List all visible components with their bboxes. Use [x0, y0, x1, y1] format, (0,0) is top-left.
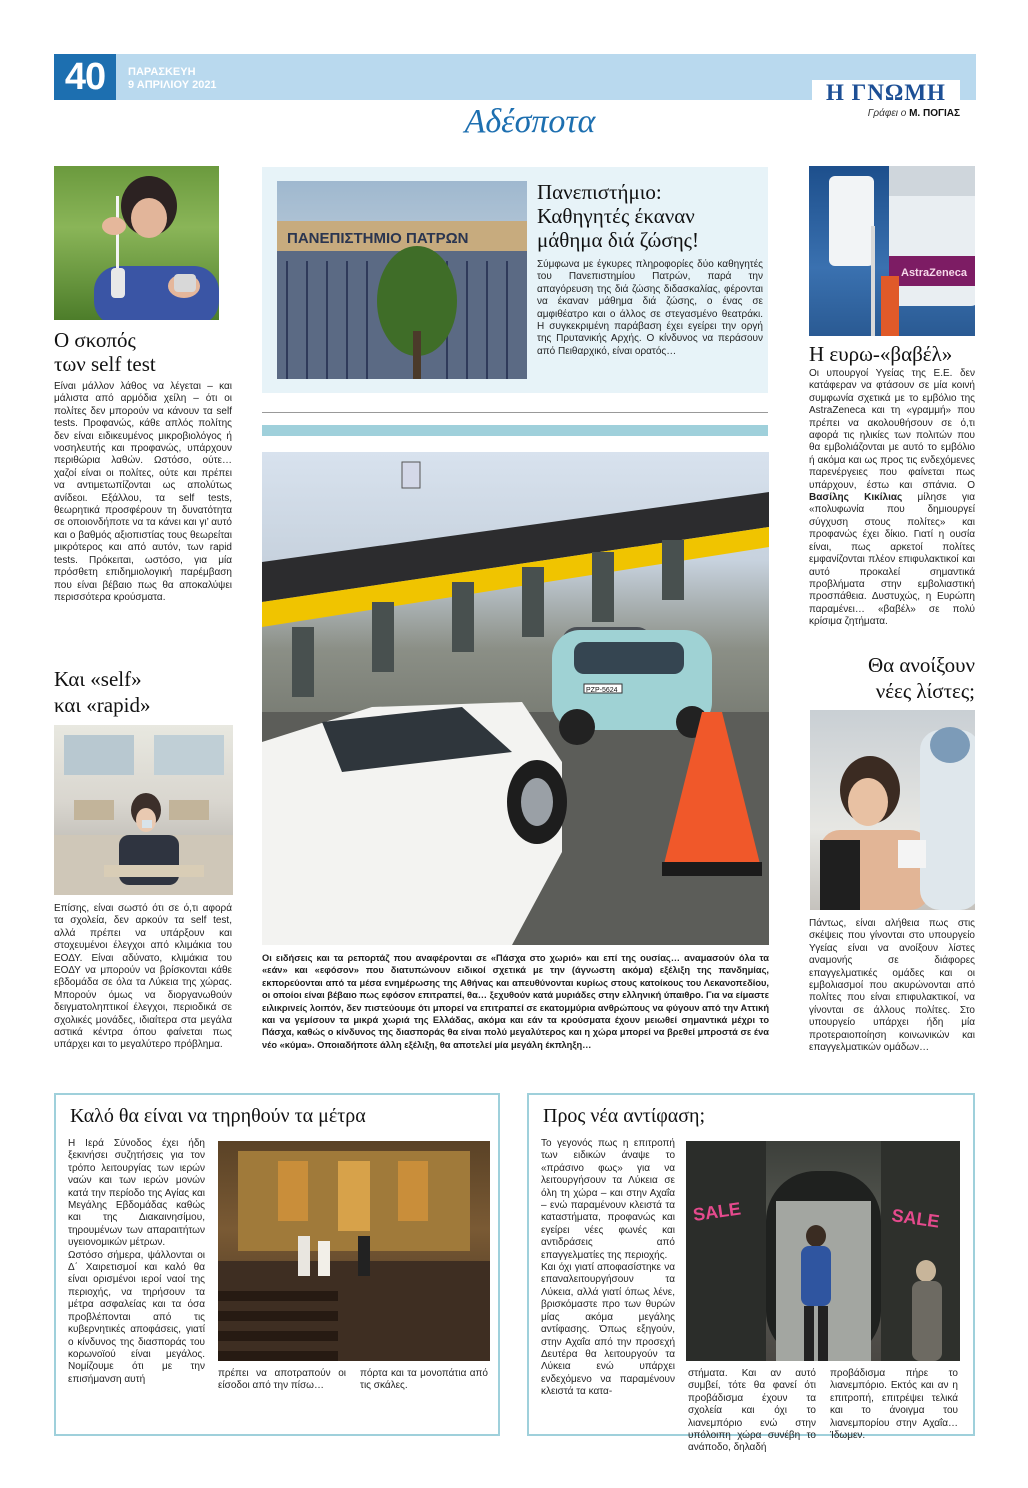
vaccination-illustration	[810, 710, 975, 910]
eurobabel-headline: Η ευρω-«βαβέλ»	[809, 342, 953, 366]
university-headline-line2: Καθηγητές έκαναν	[537, 204, 695, 228]
dateline	[128, 66, 217, 92]
university-sign-text: ΠΑΝΕΠΙΣΤΗΜΙΟ ΠΑΤΡΩΝ	[287, 230, 469, 247]
church-interior-photo	[218, 1141, 490, 1361]
self-rapid-headline	[54, 666, 224, 718]
section-title: Αδέσποτα	[420, 102, 640, 142]
page-number: 40	[54, 54, 116, 100]
university-body: Σύμφωνα με έγκυρες πληροφορίες δύο καθηγητές του Πανεπιστημίου Πατρών, παρά την απαγόρευση της διά ζώσης διδασκαλίας, φέρονται να έκαναν μάθημα διά ζώσης, ο ένας σε αμφιθέατρο και ο άλλος σε στεγασμένο θεατράκι. Η συγκεκριμένη παράβαση έχει εγείρει την οργή της Πρυτανικής Αρχής. Ο κίνδυνος να περάσουν από Πειθαρχικό, είναι ορατός…	[537, 259, 763, 357]
classroom-illustration	[54, 725, 233, 895]
toll-station-photo	[262, 452, 769, 945]
retail-headline: Προς νέα αντίφαση;	[543, 1105, 706, 1127]
newspaper-logo: Η ΓΝΩΜΗ	[826, 80, 946, 105]
church-body-col2: πρέπει να αποτραπούν οι είσοδοι από την πίσω…	[218, 1368, 346, 1392]
university-headline-line3: μάθημα διά ζώσης!	[537, 228, 699, 252]
self-test-headline	[54, 328, 224, 376]
vaccine-illustration	[809, 166, 975, 336]
new-lists-headline-line2: νέες λίστες;	[875, 679, 975, 703]
university-photo	[277, 181, 527, 379]
byline-prefix: Γράφει ο	[867, 108, 907, 119]
university-headline	[537, 180, 763, 252]
retail-body-col1-p2: Και όχι γιατί αποφασίστηκε να επαναλειτουργήσουν τα Λύκεια, αλλά γιατί όπως λένε, βρισκόμαστε προ των θυρών μίας ακόμα μεγάλης αντίφασης. Όπως εξηγούν, στην Αχαΐα από την προσεχή Δευτέρα θα λειτουργούν τα Λύκεια ενώ υπάρχει ενδεχόμενο να παραμένουν κλειστά τα κατα-	[541, 1262, 675, 1398]
church-illustration	[218, 1141, 490, 1361]
new-lists-headline-line1: Θα ανοίξουν	[867, 653, 975, 677]
eurobabel-body-name: Βασίλης Κικίλιας	[809, 492, 903, 504]
church-body-col1-p1: Η Ιερά Σύνοδος έχει ήδη ξεκινήσει συζητήσεις για τον τρόπο λειτουργίας των ιερών ναών και των ιερών μονών κατά την περίοδο της Αγίας και Μεγάλης Εβδομάδας καθώς και της Διακαινησίμου, τηρουμένων των απαραιτήτων υγειονομικών μέτρων.	[68, 1138, 205, 1249]
issue-date: 9 ΑΠΡΙΛΙΟΥ 2021	[128, 79, 217, 91]
retail-body-col3: προβάδισμα πήρε το λιανεμπόριο. Εκτός και αν η επιτροπή, επιτρέψει τελικά και το άνοιγμα του λιανεμπορίου στην Αχαΐα… Ίδωμεν.	[830, 1368, 958, 1442]
toll-station-caption: Οι ειδήσεις και τα ρεπορτάζ που αναφέρονται σε «Πάσχα στο χωριό» και επί της ουσίας… αναμασούν όλα τα «εάν» και «εφόσον» που διατυπώνουν ειδικοί σχετικά με την (άγνωστη ακόμα) εξέλιξη της πανδημίας, εκπορεύονται από τα μέσα ενημέρωσης της Αθήνας και απευθύνονται κυρίως στους κατοίκους του Λεκανοπεδίου, οι οποίοι είναι βέβαιο πως εφόσον επιτραπεί, θα… ξεχυθούν κατά μυριάδες στην ελληνική ύπαιθρο. Για να είμαστε ειλικρινείς λοιπόν, δεν πιστεύουμε ότι μπορεί να επιτραπεί σε εκατομμύρια ανθρώπους να φύγουν από την Αττική και να γεμίσουν τα μικρά χωριά της Ελλάδας, ακόμα και εάν τα κρούσματα έχουν μειωθεί σημαντικά μέχρι το Πάσχα, καθώς ο κίνδυνος της διασποράς θα είναι πολύ μεγαλύτερος και η χώρα μπορεί να βρεθεί μπροστά σε ένα νέο «κύμα». Οποιαδήποτε άλλη εξέλιξη, θα αποτελεί μία μεγάλη έκπληξη…	[262, 953, 769, 1050]
eurobabel-body-part2: μίλησε για «πολυφωνία που δημιουργεί σύγχυση στους πολίτες» και προφανώς έχει δίκιο. Γιατί η ουσία είναι, πως αρκετοί πολίτες εμφανίζονται πλέον επιφυλακτικοί και αυτό προκαλεί σημαντικά προβλήματα στην εμβολιαστική προσπάθεια. Δυστυχώς, η Ευρώπη παραμένει… «βαβέλ» σε πολύ κρίσιμα ζητήματα.	[809, 492, 976, 628]
self-rapid-headline-line1: Και «self»	[54, 667, 142, 691]
sale-sign-right: SALE	[890, 1205, 941, 1232]
license-plate-text: ΡΖΡ-5624	[586, 687, 618, 694]
new-lists-body: Πάντως, είναι αλήθεια πως στις σκέψεις που γίνονται στο υπουργείο Υγείας είναι να ανοίξουν λίστες αναμονής σε διάφορες επαγγελματικές ομάδες και οι εμβολιασμοί που ακυρώνονται από πολίτες που είναι επιφυλακτικοί, να γίνονται σε άλλους πολίτες. Στο υπουργείο υπάρχει ήδη μία προτεραιοποίηση κοινωνικών και επαγγελματικών ομάδων…	[809, 918, 975, 1054]
self-test-illustration	[54, 166, 219, 320]
new-lists-headline	[809, 652, 975, 704]
self-test-photo	[54, 166, 219, 320]
byline-author: Μ. ΠΟΓΙΑΣ	[909, 108, 960, 119]
church-body-col3: πόρτα και τα μονοπάτια από τις σκάλες.	[360, 1368, 488, 1392]
self-test-headline-line1: Ο σκοπός	[54, 328, 136, 352]
vaccine-label-text: AstraZeneca	[901, 267, 968, 279]
church-body-col1-p2: Ωστόσο σήμερα, ψάλλονται οι Δ΄ Χαιρετισμοί και καλό θα είναι ορισμένοι ιεροί ναοί της περιοχής, να τηρήσουν τα μέτρα ασφαλείας και τα όσα προβλέπονται από τις κυβερνητικές αποφάσεις, γιατί ο κίνδυνος της διασποράς του κορωνοϊού είναι μεγάλος. Νομίζουμε ότι με την επισήμανση αυτή	[68, 1249, 205, 1385]
church-body-col1	[68, 1138, 205, 1386]
vaccination-photo	[810, 710, 975, 910]
self-test-body: Είναι μάλλον λάθος να λέγεται – και μάλιστα από αρμόδια χείλη – ότι οι πολίτες δεν μπορούν να κάνουν τα self tests. Προφανώς, κάθε απλός πολίτης δεν είναι ειδικευμένος μικροβιολόγος ή νοσηλευτής και προφανώς, υπάρχουν περιθώρια λαθών. Ωστόσο, ούτε… χαζοί είναι οι πολίτες, ούτε και πρέπει να αντιμετωπίζονται ως απολύτως ανίδεοι. Εξάλλου, τα self tests, θεωρητικά προσφέρουν τη δυνατότητα σε οποιονδήποτε να τα κάνει και γι’ αυτό και ο βαθμός αξιοπιστίας τους θεωρείται μικρότερος και από αυτόν, των rapid tests. Πρόκειται, ωστόσο, για μία πρόσθετη επιδημιολογική παρέμβαση που είναι βέβαιο πως θα αποκαλύψει περισσότερα κρούσματα.	[54, 381, 232, 603]
shop-window-illustration	[686, 1141, 960, 1361]
sale-sign-left: SALE	[691, 1198, 743, 1225]
byline	[810, 108, 960, 119]
retail-body-col2: στήματα. Και αν αυτό συμβεί, τότε θα φανεί ότι προβάδισμα έχουν τα σχολεία και όχι το λιανεμπόριο ενώ στην υπόλοιπη χώρα συνέβη το ανάποδο, δηλαδή	[688, 1368, 816, 1454]
university-headline-line1: Πανεπιστήμιο:	[537, 180, 662, 204]
shop-window-photo	[686, 1141, 960, 1361]
retail-body-col1	[541, 1138, 675, 1399]
self-rapid-headline-line2: και «rapid»	[54, 693, 151, 717]
retail-body-col1-p1: Το γεγονός πως η επιτροπή των ειδικών άναψε το «πράσινο φως» για να λειτουργήσουν τα Λύκεια σε όλη τη χώρα – και στην Αχαΐα – ενώ παραμένουν κλειστά τα καταστήματα, προφανώς και εγείρει νέες φωνές και αντιδράσεις από επαγγελματίες της περιοχής.	[541, 1138, 675, 1261]
classroom-photo	[54, 725, 233, 895]
toll-station-illustration	[262, 452, 769, 945]
vaccine-photo	[809, 166, 975, 336]
weekday: ΠΑΡΑΣΚΕΥΗ	[128, 66, 196, 78]
university-illustration	[277, 181, 527, 379]
eurobabel-body-part1: Οι υπουργοί Υγείας της Ε.Ε. δεν κατάφεραν να φτάσουν σε μία κοινή συμφωνία σχετικά με το εμβόλιο της AstraZeneca και τη «γραμμή» που πρέπει να ακολουθήσουν σε ό,τι αφορά τις ηλικίες των πολιτών που θα εμβολιάζονται με αυτό το εμβόλιο ή ακόμα και ως προς τις ενδεχόμενες παρενέργειες που φαίνεται πως υπάρχουν, έστω και σπάνια. Ο	[809, 368, 975, 491]
self-rapid-body: Επίσης, είναι σωστό ότι σε ό,τι αφορά τα σχολεία, δεν αρκούν τα self test, αλλά πρέπει να υπάρξουν και στοχευμένοι έλεγχοι από κλιμάκια του ΕΟΔΥ. Είναι αδύνατο, κλιμάκια του ΕΟΔΥ να μπορούν να βρίσκονται κάθε εβδομάδα σε όλα τα Λύκεια της χώρας. Μπορούν όμως να διοργανωθούν δειγματοληπτικοί έλεγχοι, περιοδικά σε σχολικές μονάδες, ιδιαίτερα στα μεγάλα αστικά κέντρα όπου φαίνεται πως υπάρχει και το μεγαλύτερο πρόβλημα.	[54, 903, 232, 1051]
self-test-headline-line2: των self test	[54, 352, 156, 376]
eurobabel-body	[809, 368, 975, 629]
divider-line	[262, 412, 768, 413]
church-headline: Καλό θα είναι να τηρηθούν τα μέτρα	[70, 1105, 366, 1127]
accent-stripe	[262, 425, 768, 436]
